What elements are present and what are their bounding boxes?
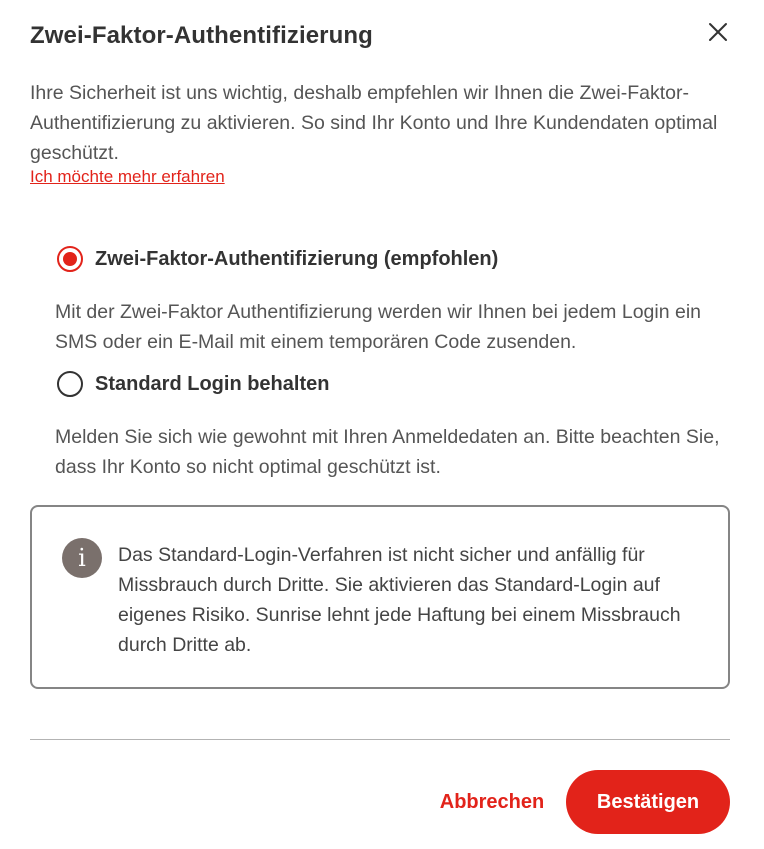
option-two-factor[interactable] — [57, 246, 498, 272]
footer-divider — [30, 739, 730, 740]
dialog-title: Zwei-Faktor-Authentifizierung — [30, 22, 373, 49]
radio-standard-login[interactable] — [57, 371, 83, 397]
learn-more-link[interactable]: Ich möchte mehr erfahren — [30, 167, 225, 186]
radio-dot — [63, 252, 77, 266]
confirm-button[interactable]: Bestätigen — [566, 770, 730, 834]
warning-text: Das Standard-Login-Verfahren ist nicht sicher und anfällig für Missbrauch durch Dritte. Sie aktivieren das Standard-Login auf eigenes Risiko. Sunrise lehnt jede Haftung bei einem Missbrauch durch Dritte ab. — [118, 544, 681, 656]
option-standard-login[interactable] — [57, 371, 329, 397]
info-icon: i — [62, 538, 102, 578]
option-two-factor-description: Mit der Zwei-Faktor Authentifizierung werden wir Ihnen bei jedem Login ein SMS oder ein E-Mail mit einem temporären Code zusenden. — [55, 301, 701, 353]
close-icon — [702, 16, 734, 48]
close-button[interactable] — [702, 16, 734, 48]
cancel-button[interactable]: Abbrechen — [432, 771, 552, 834]
option-standard-login-description: Melden Sie sich wie gewohnt mit Ihren Anmeldedaten an. Bitte beachten Sie, dass Ihr Konto so nicht optimal geschützt ist. — [55, 426, 720, 478]
radio-two-factor[interactable] — [57, 246, 83, 272]
option-two-factor-label[interactable]: Zwei-Faktor-Authentifizierung (empfohlen) — [95, 247, 499, 270]
warning-info-box — [30, 505, 730, 689]
intro-text: Ihre Sicherheit ist uns wichtig, deshalb empfehlen wir Ihnen die Zwei-Faktor-Authentifizierung zu aktivieren. So sind Ihr Konto und Ihre Kundendaten optimal geschützt. — [30, 82, 718, 164]
option-standard-login-label[interactable]: Standard Login behalten — [95, 372, 330, 395]
